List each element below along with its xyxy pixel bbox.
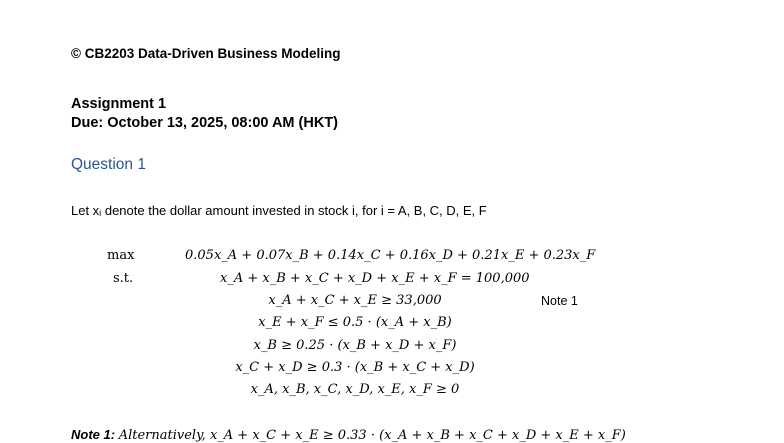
footnote-label: Note 1: [71, 427, 116, 442]
constraint-min-ace: x_A + x_C + x_E ≥ 33,000 [268, 293, 442, 308]
constraint-cd-share: x_C + x_D ≥ 0.3 · (x_B + x_C + x_D) [235, 360, 475, 375]
constraint-budget: x_A + x_B + x_C + x_D + x_E + x_F = 100,000 [220, 271, 530, 286]
footnote-text: Alternatively, x_A + x_C + x_E ≥ 0.33 · (x_A + x_B + x_C + x_D + x_E + x_F) [118, 428, 626, 443]
due-date: Due: October 13, 2025, 08:00 AM (HKT) [71, 115, 338, 131]
constraint-note-ref: Note 1 [541, 294, 578, 308]
copyright-line: © CB2203 Data-Driven Business Modeling [71, 46, 341, 61]
objective-function: 0.05x_A + 0.07x_B + 0.14x_C + 0.16x_D + 0.21x_E + 0.23x_F [185, 248, 596, 263]
question-heading: Question 1 [71, 156, 146, 173]
constraint-ef-limit: x_E + x_F ≤ 0.5 · (x_A + x_B) [258, 315, 452, 330]
assignment-title: Assignment 1 [71, 96, 167, 112]
constraint-b-share: x_B ≥ 0.25 · (x_B + x_D + x_F) [253, 338, 457, 353]
max-keyword: max [107, 248, 135, 263]
constraint-nonnegativity: x_A, x_B, x_C, x_D, x_E, x_F ≥ 0 [250, 382, 460, 397]
subject-to-keyword: s.t. [113, 271, 134, 286]
intro-text: Let xᵢ denote the dollar amount invested in stock i, for i = A, B, C, D, E, F [71, 203, 487, 218]
